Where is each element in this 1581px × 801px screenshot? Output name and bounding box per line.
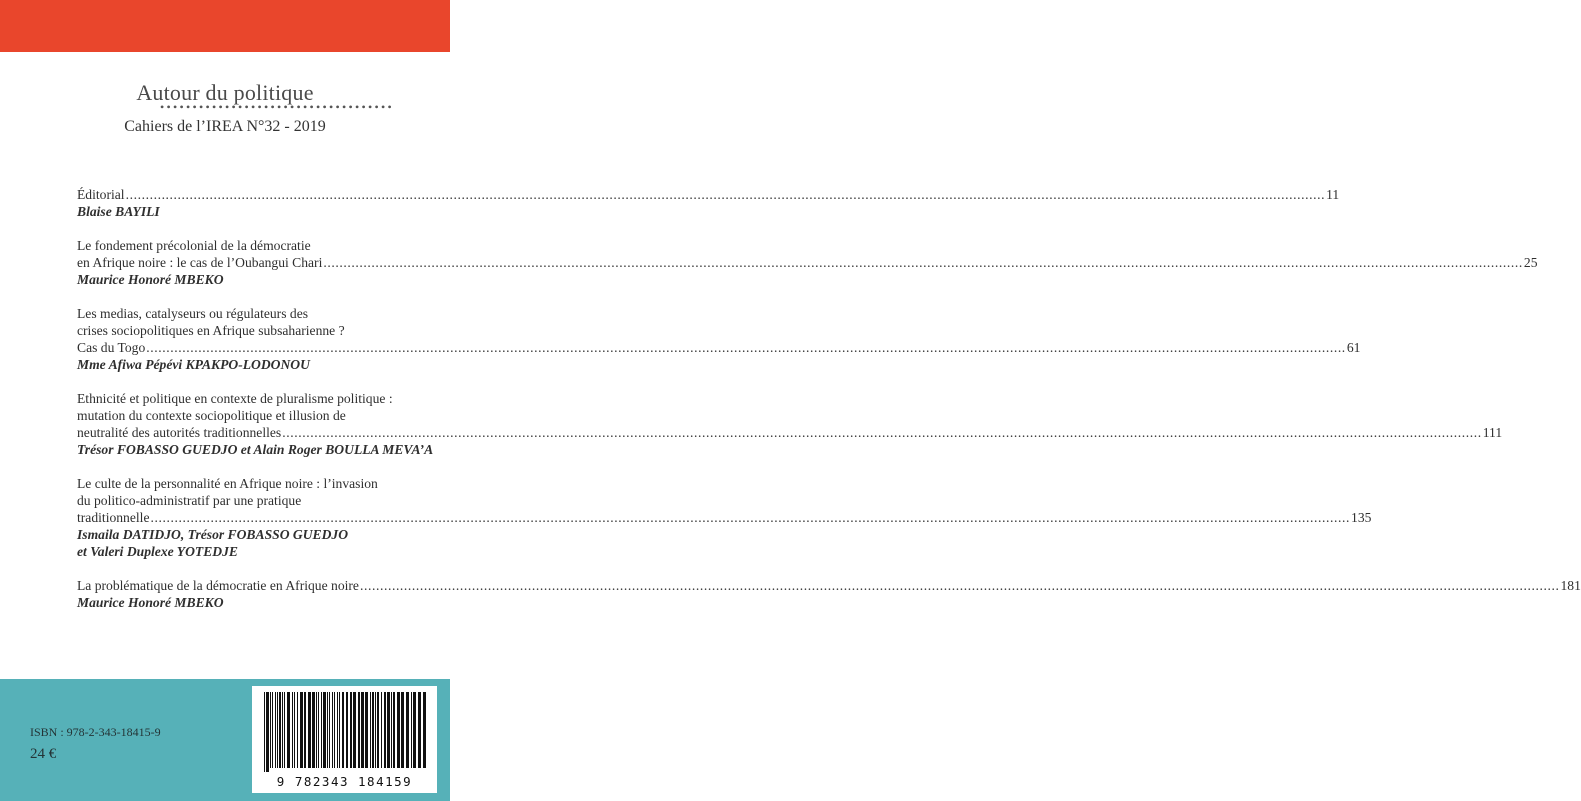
toc-author: Trésor FOBASSO GUEDJO et Alain Roger BOULLA MEVA’A <box>77 442 434 457</box>
barcode-bar <box>397 692 400 768</box>
barcode-bar <box>413 692 416 768</box>
barcode-bar <box>292 692 293 768</box>
barcode-bar <box>287 692 290 768</box>
toc-entry <box>77 475 1372 560</box>
barcode-bar <box>339 692 340 768</box>
toc-title-line: Les medias, catalyseurs ou régulateurs des <box>77 306 309 321</box>
toc-leader-line <box>77 254 1538 271</box>
toc-title-line: crises sociopolitiques en Afrique subsaharienne ? <box>77 323 345 338</box>
leader-dots: ............................................................................................................................................................................................................................................................................................................ <box>150 510 1351 525</box>
barcode-bar <box>332 692 333 768</box>
barcode-bar <box>327 692 328 768</box>
toc-title-line: du politico-administratif par une pratique <box>77 493 302 508</box>
toc-author: Mme Afiwa Pépévi KPAKPO-LODONOU <box>77 357 310 372</box>
barcode-bar <box>423 692 426 768</box>
barcode-bar <box>304 692 306 768</box>
barcode-bar <box>294 692 295 768</box>
price-text: 24 € <box>30 746 57 762</box>
toc-author: Ismaila DATIDJO, Trésor FOBASSO GUEDJO <box>77 527 349 542</box>
barcode-bar <box>266 692 269 772</box>
barcode-bars <box>260 692 429 772</box>
barcode-bar <box>282 692 283 768</box>
toc-title-line: La problématique de la démocratie en Afrique noire <box>77 578 359 593</box>
page-number: 61 <box>1346 340 1361 355</box>
toc-title-line: mutation du contexte sociopolitique et illusion de <box>77 408 346 423</box>
toc-title-line: Le fondement précolonial de la démocratie <box>77 238 311 253</box>
page-number: 25 <box>1523 255 1538 270</box>
barcode-bar <box>375 692 376 768</box>
barcode-bar <box>270 692 271 768</box>
barcode-bar <box>323 692 326 768</box>
barcode-bar <box>264 692 265 772</box>
leader-dots: ............................................................................................................................................................................................................................................................................................................ <box>125 187 1326 202</box>
barcode-bar <box>284 692 285 768</box>
toc-author: Maurice Honoré MBEKO <box>77 272 224 287</box>
barcode-bar <box>277 692 278 768</box>
page-number: 135 <box>1351 510 1372 525</box>
toc-title-line: neutralité des autorités traditionnelles <box>77 425 282 440</box>
toc-author: Maurice Honoré MBEKO <box>77 595 224 610</box>
toc-title-line: Le culte de la personnalité en Afrique noire : l’invasion <box>77 476 378 491</box>
toc-author: Blaise BAYILI <box>77 204 160 219</box>
page-number: 11 <box>1326 187 1340 202</box>
toc-title-line: Éditorial <box>77 187 125 202</box>
isbn-text: ISBN : 978-2-343-18415-9 <box>30 725 161 739</box>
leader-dots: ............................................................................................................................................................................................................................................................................................................ <box>359 578 1560 593</box>
toc-title-line: en Afrique noire : le cas de l’Oubangui Chari <box>77 255 323 270</box>
barcode-bar <box>418 692 421 768</box>
barcode-bar <box>361 692 364 768</box>
leader-dots: ............................................................................................................................................................................................................................................................................................................ <box>323 255 1523 270</box>
toc-entry <box>77 237 1538 288</box>
barcode-bar <box>384 692 386 768</box>
series-title: Autour du politique <box>136 80 314 105</box>
barcode-bar <box>411 692 412 768</box>
top-color-band <box>0 0 450 52</box>
barcode-bar <box>393 692 395 768</box>
barcode-bar <box>401 692 404 768</box>
barcode-bar <box>346 692 348 768</box>
barcode-bar <box>387 692 390 768</box>
toc-author: et Valeri Duplexe YOTEDJE <box>77 544 238 559</box>
barcode-bar <box>372 692 374 768</box>
barcode-bar <box>329 692 330 768</box>
toc-entry <box>77 186 1340 220</box>
barcode <box>252 686 437 793</box>
toc-leader-line <box>77 509 1372 526</box>
dotted-divider: •••••••••••••••••••••••••••••••••••• <box>160 100 395 114</box>
barcode-bar <box>365 692 368 768</box>
toc-title-line: Cas du Togo <box>77 340 146 355</box>
barcode-bar <box>321 692 322 768</box>
barcode-bar <box>312 692 315 768</box>
leader-dots: ............................................................................................................................................................................................................................................................................................................ <box>146 340 1346 355</box>
toc-title-line: Ethnicité et politique en contexte de pluralisme politique : <box>77 391 393 406</box>
page-number: 111 <box>1482 425 1503 440</box>
toc-entry <box>77 390 1503 458</box>
barcode-bar <box>358 692 360 768</box>
barcode-bar <box>337 692 338 768</box>
barcode-bar <box>272 692 273 768</box>
barcode-bar <box>318 692 319 768</box>
series-subtitle: Cahiers de l’IREA N°32 - 2019 <box>124 118 326 135</box>
barcode-bar <box>275 692 276 768</box>
barcode-bar <box>381 692 382 768</box>
barcode-bar <box>406 692 409 768</box>
toc-leader-line <box>77 339 1361 356</box>
barcode-bar <box>370 692 371 768</box>
barcode-bar <box>297 692 298 768</box>
barcode-bar <box>300 692 303 768</box>
barcode-bar <box>350 692 352 768</box>
barcode-bar <box>391 692 392 768</box>
toc-entry <box>77 305 1361 373</box>
barcode-bar <box>342 692 344 768</box>
toc-leader-line <box>77 186 1340 203</box>
toc-entry <box>77 577 1581 611</box>
table-of-contents <box>77 186 1581 628</box>
toc-leader-line <box>77 424 1503 441</box>
toc-title-line: traditionnelle <box>77 510 150 525</box>
barcode-bar <box>377 692 379 768</box>
leader-dots: ............................................................................................................................................................................................................................................................................................................ <box>282 425 1482 440</box>
barcode-bar <box>279 692 281 768</box>
barcode-bar <box>308 692 311 768</box>
barcode-bar <box>316 692 317 768</box>
barcode-bar <box>353 692 356 768</box>
barcode-number: 9 782343 184159 <box>276 774 413 789</box>
toc-leader-line <box>77 577 1581 594</box>
barcode-bar <box>334 692 335 768</box>
page-number: 181 <box>1560 578 1581 593</box>
